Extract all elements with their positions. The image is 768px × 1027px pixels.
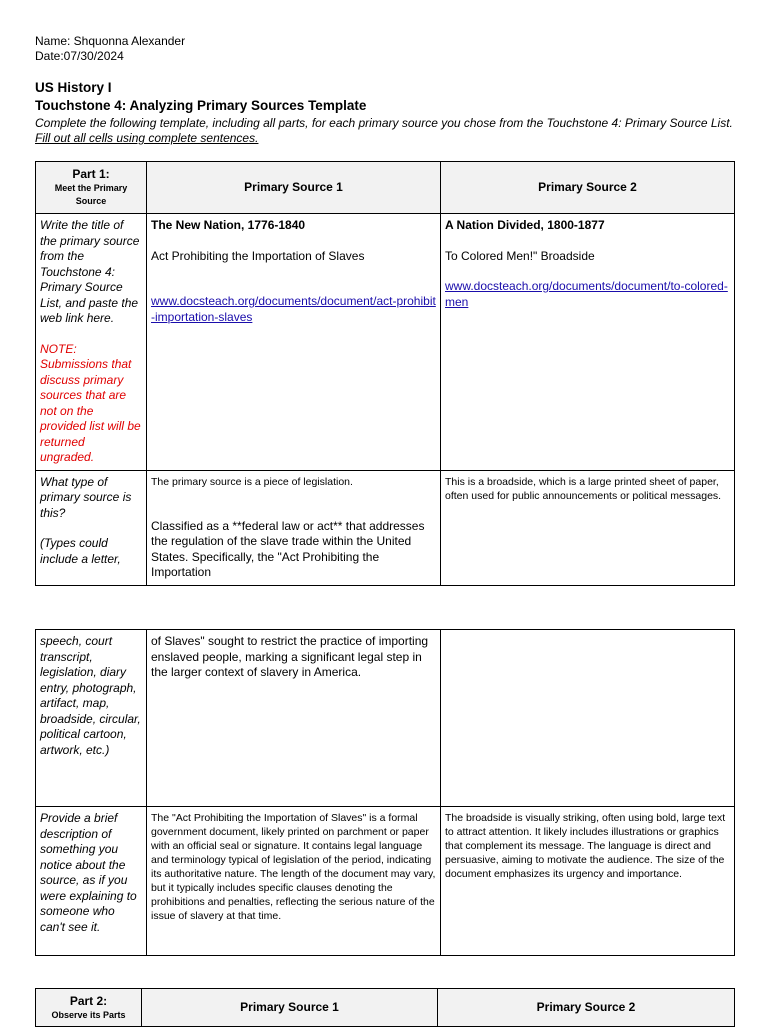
part2-source2-header: Primary Source 2 <box>438 989 735 1027</box>
part2-header-row <box>36 989 735 1027</box>
part1-sublabel: Meet the Primary Source <box>54 183 128 206</box>
source2-link[interactable]: www.docsteach.org/documents/document/to-colored-men <box>445 279 728 309</box>
source2-title-cell <box>441 214 735 471</box>
source2-type-continued <box>441 630 735 807</box>
source1-era: The New Nation, 1776-1840 <box>151 218 306 232</box>
part2-label: Part 2: <box>69 993 108 1008</box>
source1-type-continued: of Slaves" sought to restrict the practice of importing enslaved people, marking a significant legal step in the larger context of slavery in America. <box>147 630 441 807</box>
part1-label-cell <box>36 162 147 214</box>
part2-source1-header: Primary Source 1 <box>142 989 438 1027</box>
course-title: US History I <box>35 80 112 95</box>
source1-type: The primary source is a piece of legislation. <box>151 475 353 488</box>
title-link-row <box>36 214 735 471</box>
template-title: Touchstone 4: Analyzing Primary Sources Template <box>35 98 367 113</box>
instructions-main: Complete the following template, including all parts, for each primary source you chose from the Touchstone 4: Primary Source List. <box>35 116 733 130</box>
description-question: Provide a brief description of something you notice about the source, as if you were explaining to someone who can't see it. <box>36 807 147 956</box>
type-question-examples: (Types could include a letter, <box>40 536 121 566</box>
description-row <box>36 807 735 956</box>
part1-table <box>35 161 735 586</box>
source2-title: To Colored Men!" Broadside <box>445 248 595 263</box>
source2-era: A Nation Divided, 1800-1877 <box>445 218 605 232</box>
title-question-cell <box>36 214 147 471</box>
source1-title-cell <box>147 214 441 471</box>
source2-header: Primary Source 2 <box>441 162 735 214</box>
source1-type-cell <box>147 470 441 585</box>
instructions <box>35 116 735 146</box>
type-question-continued: speech, court transcript, legislation, diary entry, photograph, artifact, map, broadside, circular, political cartoon, artwork, etc.) <box>36 630 147 807</box>
part1-label: Part 1: <box>72 167 110 181</box>
part2-sublabel: Observe its Parts <box>51 1009 126 1020</box>
date-line: Date:07/30/2024 <box>35 49 124 63</box>
source1-link[interactable]: www.docsteach.org/documents/document/act-prohibit-importation-slaves <box>151 294 436 324</box>
part2-table <box>35 988 735 1027</box>
source1-title: Act Prohibiting the Importation of Slaves <box>151 248 365 263</box>
type-question: What type of primary source is this? <box>40 474 132 520</box>
part2-label-cell <box>36 989 142 1027</box>
instructions-underlined: Fill out all cells using complete sentences. <box>35 131 259 145</box>
source1-description: The "Act Prohibiting the Importation of Slaves" is a formal government document, likely printed on parchment or paper with an official seal or signature. It contains legal language and terminology typical of legislation of the period, indicating its authoritative nature. The length of the document may vary, but it typically includes specific clauses denoting the prohibitions and penalties, reflecting the serious nature of the issue of slavery at that time. <box>147 807 441 956</box>
part1-header-row <box>36 162 735 214</box>
source-type-row <box>36 470 735 585</box>
title-question: Write the title of the primary source from the Touchstone 4: Primary Source List, and paste the web link here. <box>40 218 140 325</box>
source-type-continued-row <box>36 630 735 807</box>
source1-type-detail: Classified as a **federal law or act** that addresses the regulation of the slave trade within the United States. Specifically, the "Act Prohibiting the Importation <box>151 518 425 579</box>
submission-note: NOTE: Submissions that discuss primary sources that are not on the provided list will be returned ungraded. <box>40 341 141 464</box>
name-line: Name: Shquonna Alexander <box>35 34 186 48</box>
source1-header: Primary Source 1 <box>147 162 441 214</box>
type-question-cell <box>36 470 147 585</box>
source2-description: The broadside is visually striking, often using bold, large text to attract attention. It likely includes illustrations or graphics that complement its message. The language is direct and persuasive, aiming to motivate the audience. The size of the document emphasizes its urgency and importance. <box>441 807 735 956</box>
part1-continued-table <box>35 629 735 956</box>
source2-type: This is a broadside, which is a large printed sheet of paper, often used for public announcements or political messages. <box>441 470 735 585</box>
